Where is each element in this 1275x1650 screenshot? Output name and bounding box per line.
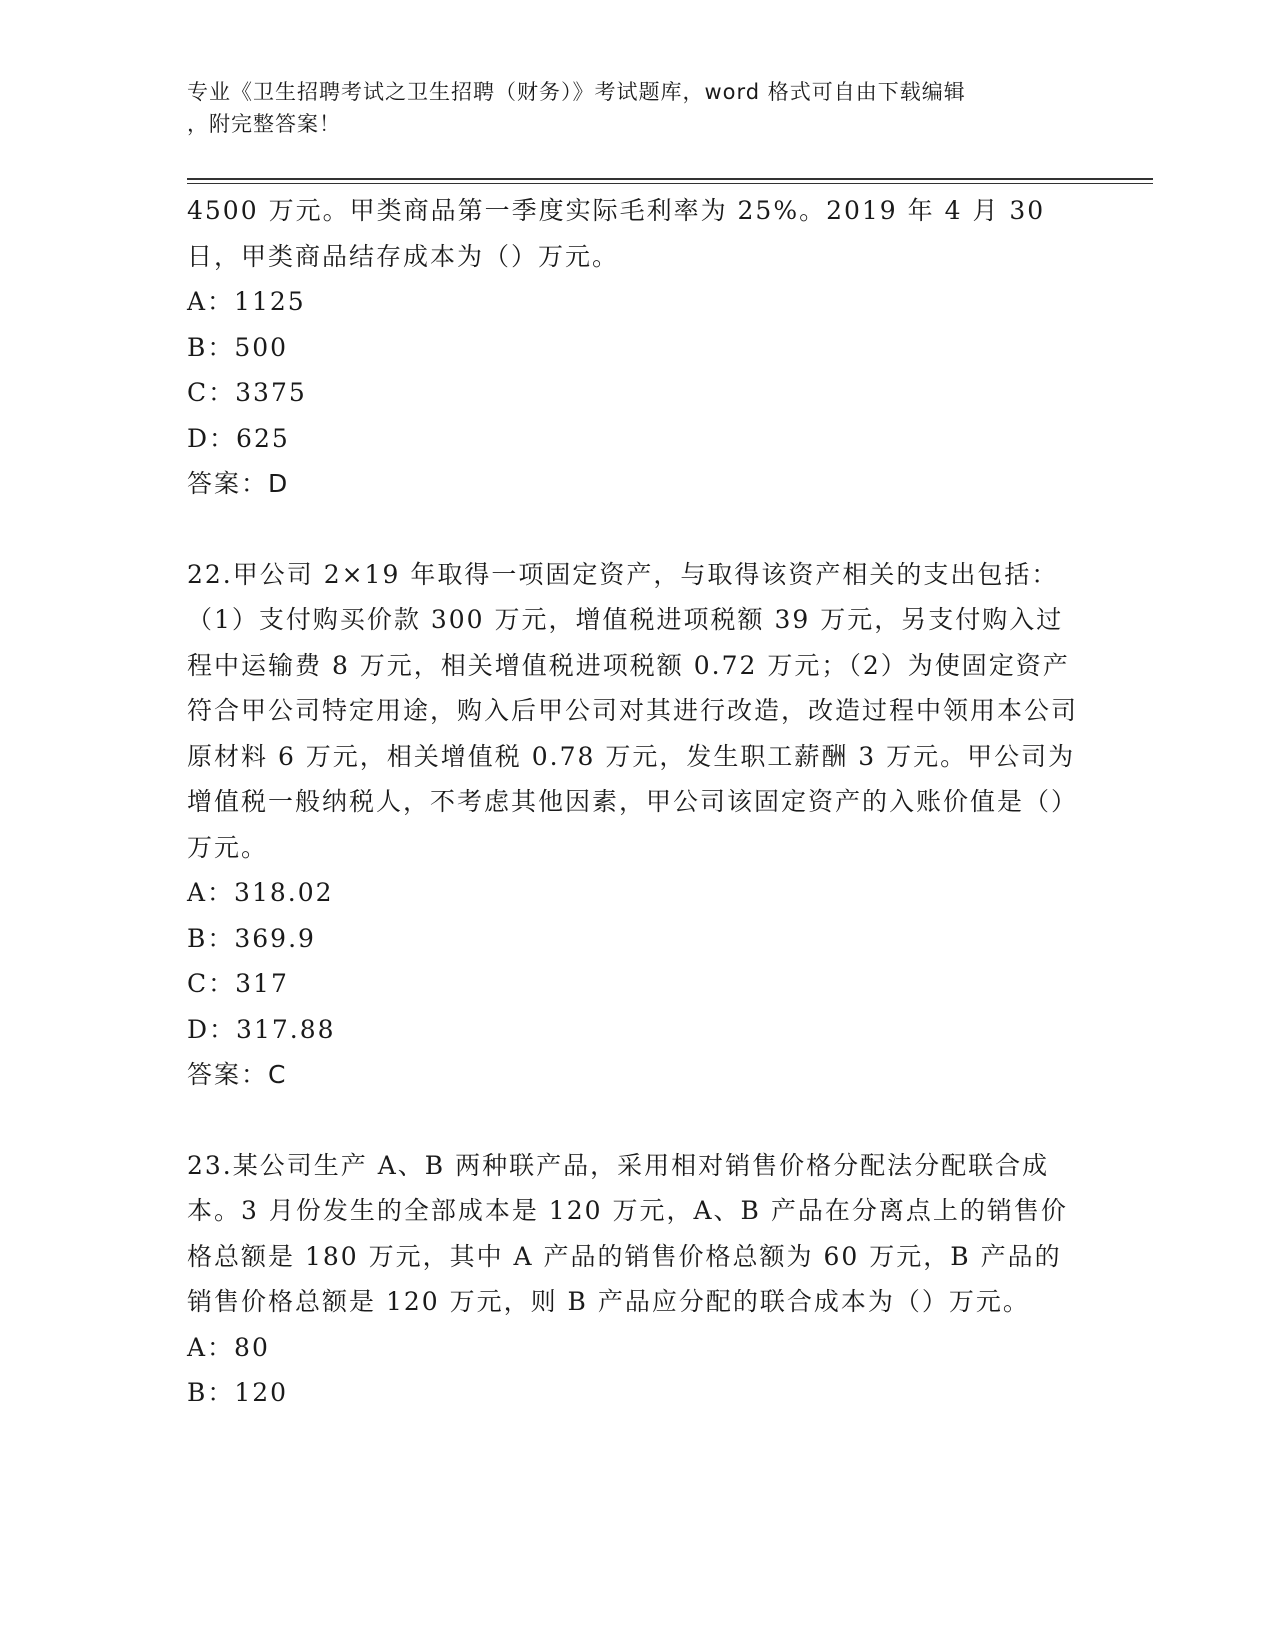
option-b: B：120 (187, 1378, 289, 1407)
question-21 (187, 188, 1087, 507)
question-text: 23.某公司生产 A、B 两种联产品，采用相对销售价格分配法分配联合成本。3 月份发生的全部成本是 120 万元，A、B 产品在分离点上的销售价格总额是 180 万元，其中 A 产品的销售价格总额为 60 万元，B 产品的销售价格总额是 120 万元，则 B 产品应分配的联合成本为（）万元。 (187, 1150, 1068, 1316)
header-line-1: 专业《卫生招聘考试之卫生招聘（财务）》考试题库，word 格式可自由下载编辑 (187, 80, 966, 104)
option-c: C：3375 (187, 378, 307, 407)
question-text: 22.甲公司 2×19 年取得一项固定资产，与取得该资产相关的支出包括：（1）支付购买价款 300 万元，增值税进项税额 39 万元，另支付购入过程中运输费 8 万元，相关增值税进项税额 0.72 万元；（2）为使固定资产符合甲公司特定用途，购入后甲公司对其进行改造，改造过程中领用本公司原材料 6 万元，相关增值税 0.78 万元，发生职工薪酬 3 万元。甲公司为增值税一般纳税人，不考虑其他因素，甲公司该固定资产的入账价值是（）万元。 (187, 559, 1079, 862)
document-header (187, 76, 1087, 140)
option-b: B：369.9 (187, 923, 316, 953)
question-23 (187, 1143, 1087, 1416)
answer: 答案：C (187, 1060, 288, 1089)
option-a: A：318.02 (187, 878, 334, 907)
question-list (187, 188, 1087, 1416)
answer: 答案：D (187, 469, 290, 498)
header-divider (187, 178, 1153, 180)
question-spacer (187, 1098, 1087, 1143)
question-spacer (187, 507, 1087, 552)
header-divider-thin (187, 183, 1153, 184)
option-b: B：500 (187, 332, 289, 362)
header-line-2: ，附完整答案！ (187, 112, 341, 136)
option-a: A：80 (187, 1332, 270, 1362)
option-d: D：625 (187, 423, 290, 453)
question-22 (187, 552, 1087, 1098)
option-c: C：317 (187, 969, 289, 998)
option-a: A：1125 (187, 287, 306, 316)
question-text: 4500 万元。甲类商品第一季度实际毛利率为 25%。2019 年 4 月 30 日，甲类商品结存成本为（）万元。 (187, 196, 1046, 271)
option-d: D：317.88 (187, 1014, 336, 1044)
